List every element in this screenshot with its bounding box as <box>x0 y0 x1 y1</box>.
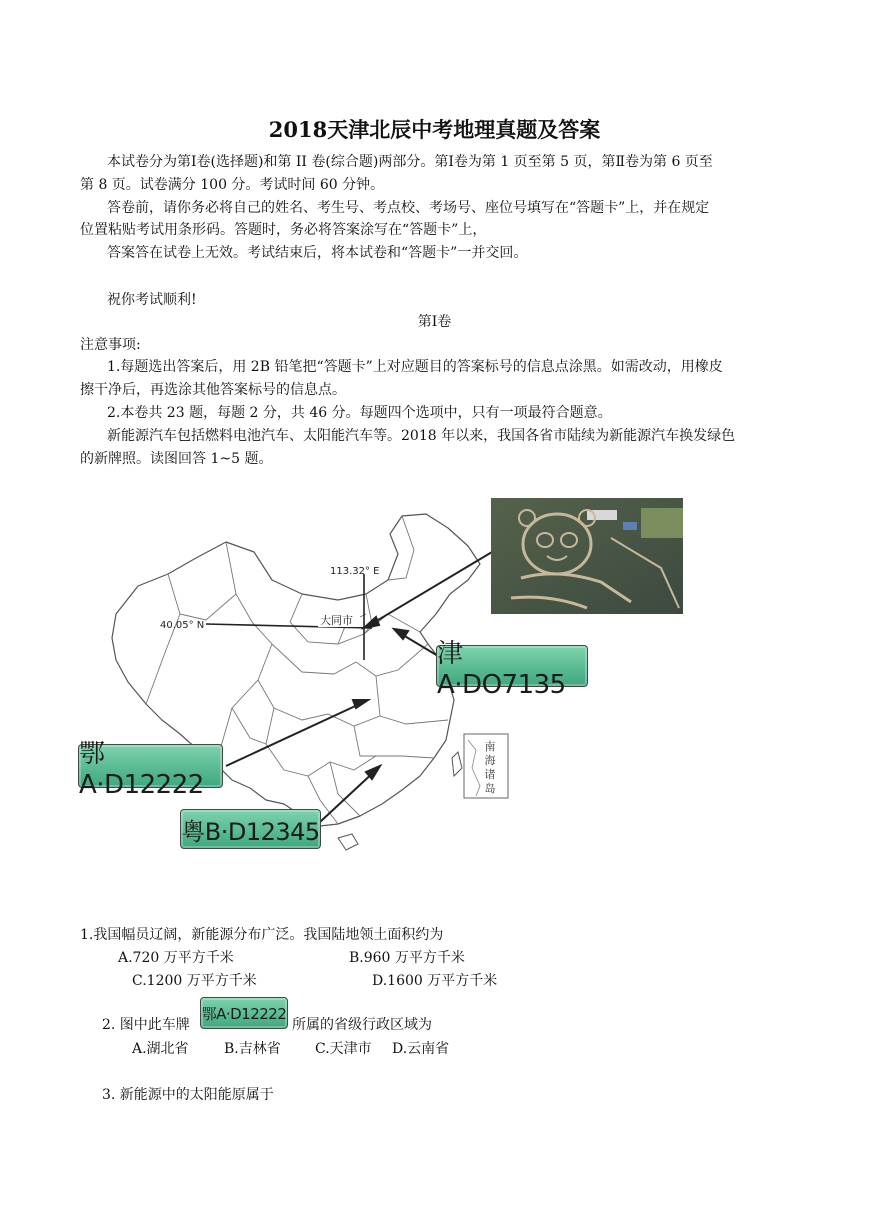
question-2-plate: 鄂A·D12222 <box>200 997 288 1029</box>
question-1-option-d: D.1600 万平方千米 <box>372 973 498 989</box>
intro-paragraph-1-line-2: 第 8 页。试卷满分 100 分。考试时间 60 分钟。 <box>80 177 385 193</box>
page-title: 2018天津北辰中考地理真题及答案 <box>268 117 601 142</box>
hainan-island <box>338 834 358 850</box>
question-2-suffix: 所属的省级行政区域为 <box>292 1017 432 1033</box>
question-1-option-c: C.1200 万平方千米 <box>132 973 257 989</box>
note-1-line-2: 擦干净后，再选涂其他答案标号的信息点。 <box>80 382 346 398</box>
longitude-label: 113.32° E <box>330 566 380 577</box>
plate-tianjin: 津A·DO7135 <box>436 645 588 687</box>
section-heading: 第Ⅰ卷 <box>417 314 452 330</box>
intro-paragraph-3: 答案答在试卷上无效。考试结束后，将本试卷和“答题卡”一并交回。 <box>107 245 528 261</box>
intro-paragraph-2-line-1: 答卷前，请你务必将自己的姓名、考生号、考点校、考场号、座位号填写在“答题卡”上，并在规定 <box>107 200 710 216</box>
notes-heading: 注意事项: <box>80 337 141 353</box>
taiwan-island <box>452 752 462 776</box>
good-luck-text: 祝你考试顺利! <box>107 292 197 308</box>
intro-paragraph-1-line-1: 本试卷分为第Ⅰ卷(选择题)和第 II 卷(综合题)两部分。第Ⅰ卷为第 1 页至第 5 页，第Ⅱ卷为第 6 页至 <box>107 154 713 170</box>
latitude-label: 40.05° N <box>160 620 205 631</box>
plate-hubei: 鄂A·D12222 <box>78 744 223 788</box>
question-2-option-b: B.吉林省 <box>224 1041 281 1057</box>
question-1-option-b: B.960 万平方千米 <box>349 950 465 966</box>
question-stem-line-1: 新能源汽车包括燃料电池汽车、太阳能汽车等。2018 年以来，我国各省市陆续为新能源汽车换发绿色 <box>107 428 736 444</box>
datong-city-label: 大同市 <box>320 614 353 627</box>
question-3-stem: 3. 新能源中的太阳能原属于 <box>102 1087 274 1103</box>
plate-guangdong: 粤B·D12345 <box>180 809 321 849</box>
question-1-stem: 1.我国幅员辽阔，新能源分布广泛。我国陆地领土面积约为 <box>80 927 444 943</box>
question-2-option-c: C.天津市 <box>315 1041 372 1057</box>
intro-paragraph-2-line-2: 位置粘贴考试用条形码。答题时，务必将答案涂写在“答题卡”上， <box>80 222 487 238</box>
south-sea-char-3: 诸 <box>484 768 496 781</box>
question-stem-line-2: 的新牌照。读图回答 1~5 题。 <box>80 451 273 467</box>
note-1-line-1: 1.每题选出答案后，用 2B 铅笔把“答题卡”上对应题目的答案标号的信息点涂黑。如需改动，用橡皮 <box>107 359 723 375</box>
question-2-option-d: D.云南省 <box>392 1041 450 1057</box>
question-2-option-a: A.湖北省 <box>132 1041 189 1057</box>
note-2: 2.本卷共 23 题，每题 2 分，共 46 分。每题四个选项中，只有一项最符合题意。 <box>107 405 612 421</box>
south-sea-char-1: 南 <box>484 740 496 753</box>
solar-farm-photo-graphic <box>491 498 683 614</box>
question-2-prefix: 2. 图中此车牌 <box>102 1017 190 1033</box>
south-sea-char-4: 岛 <box>484 782 496 795</box>
solar-farm-aerial-photo <box>491 498 683 614</box>
south-sea-char-2: 海 <box>484 754 496 767</box>
question-1-option-a: A.720 万平方千米 <box>118 950 234 966</box>
